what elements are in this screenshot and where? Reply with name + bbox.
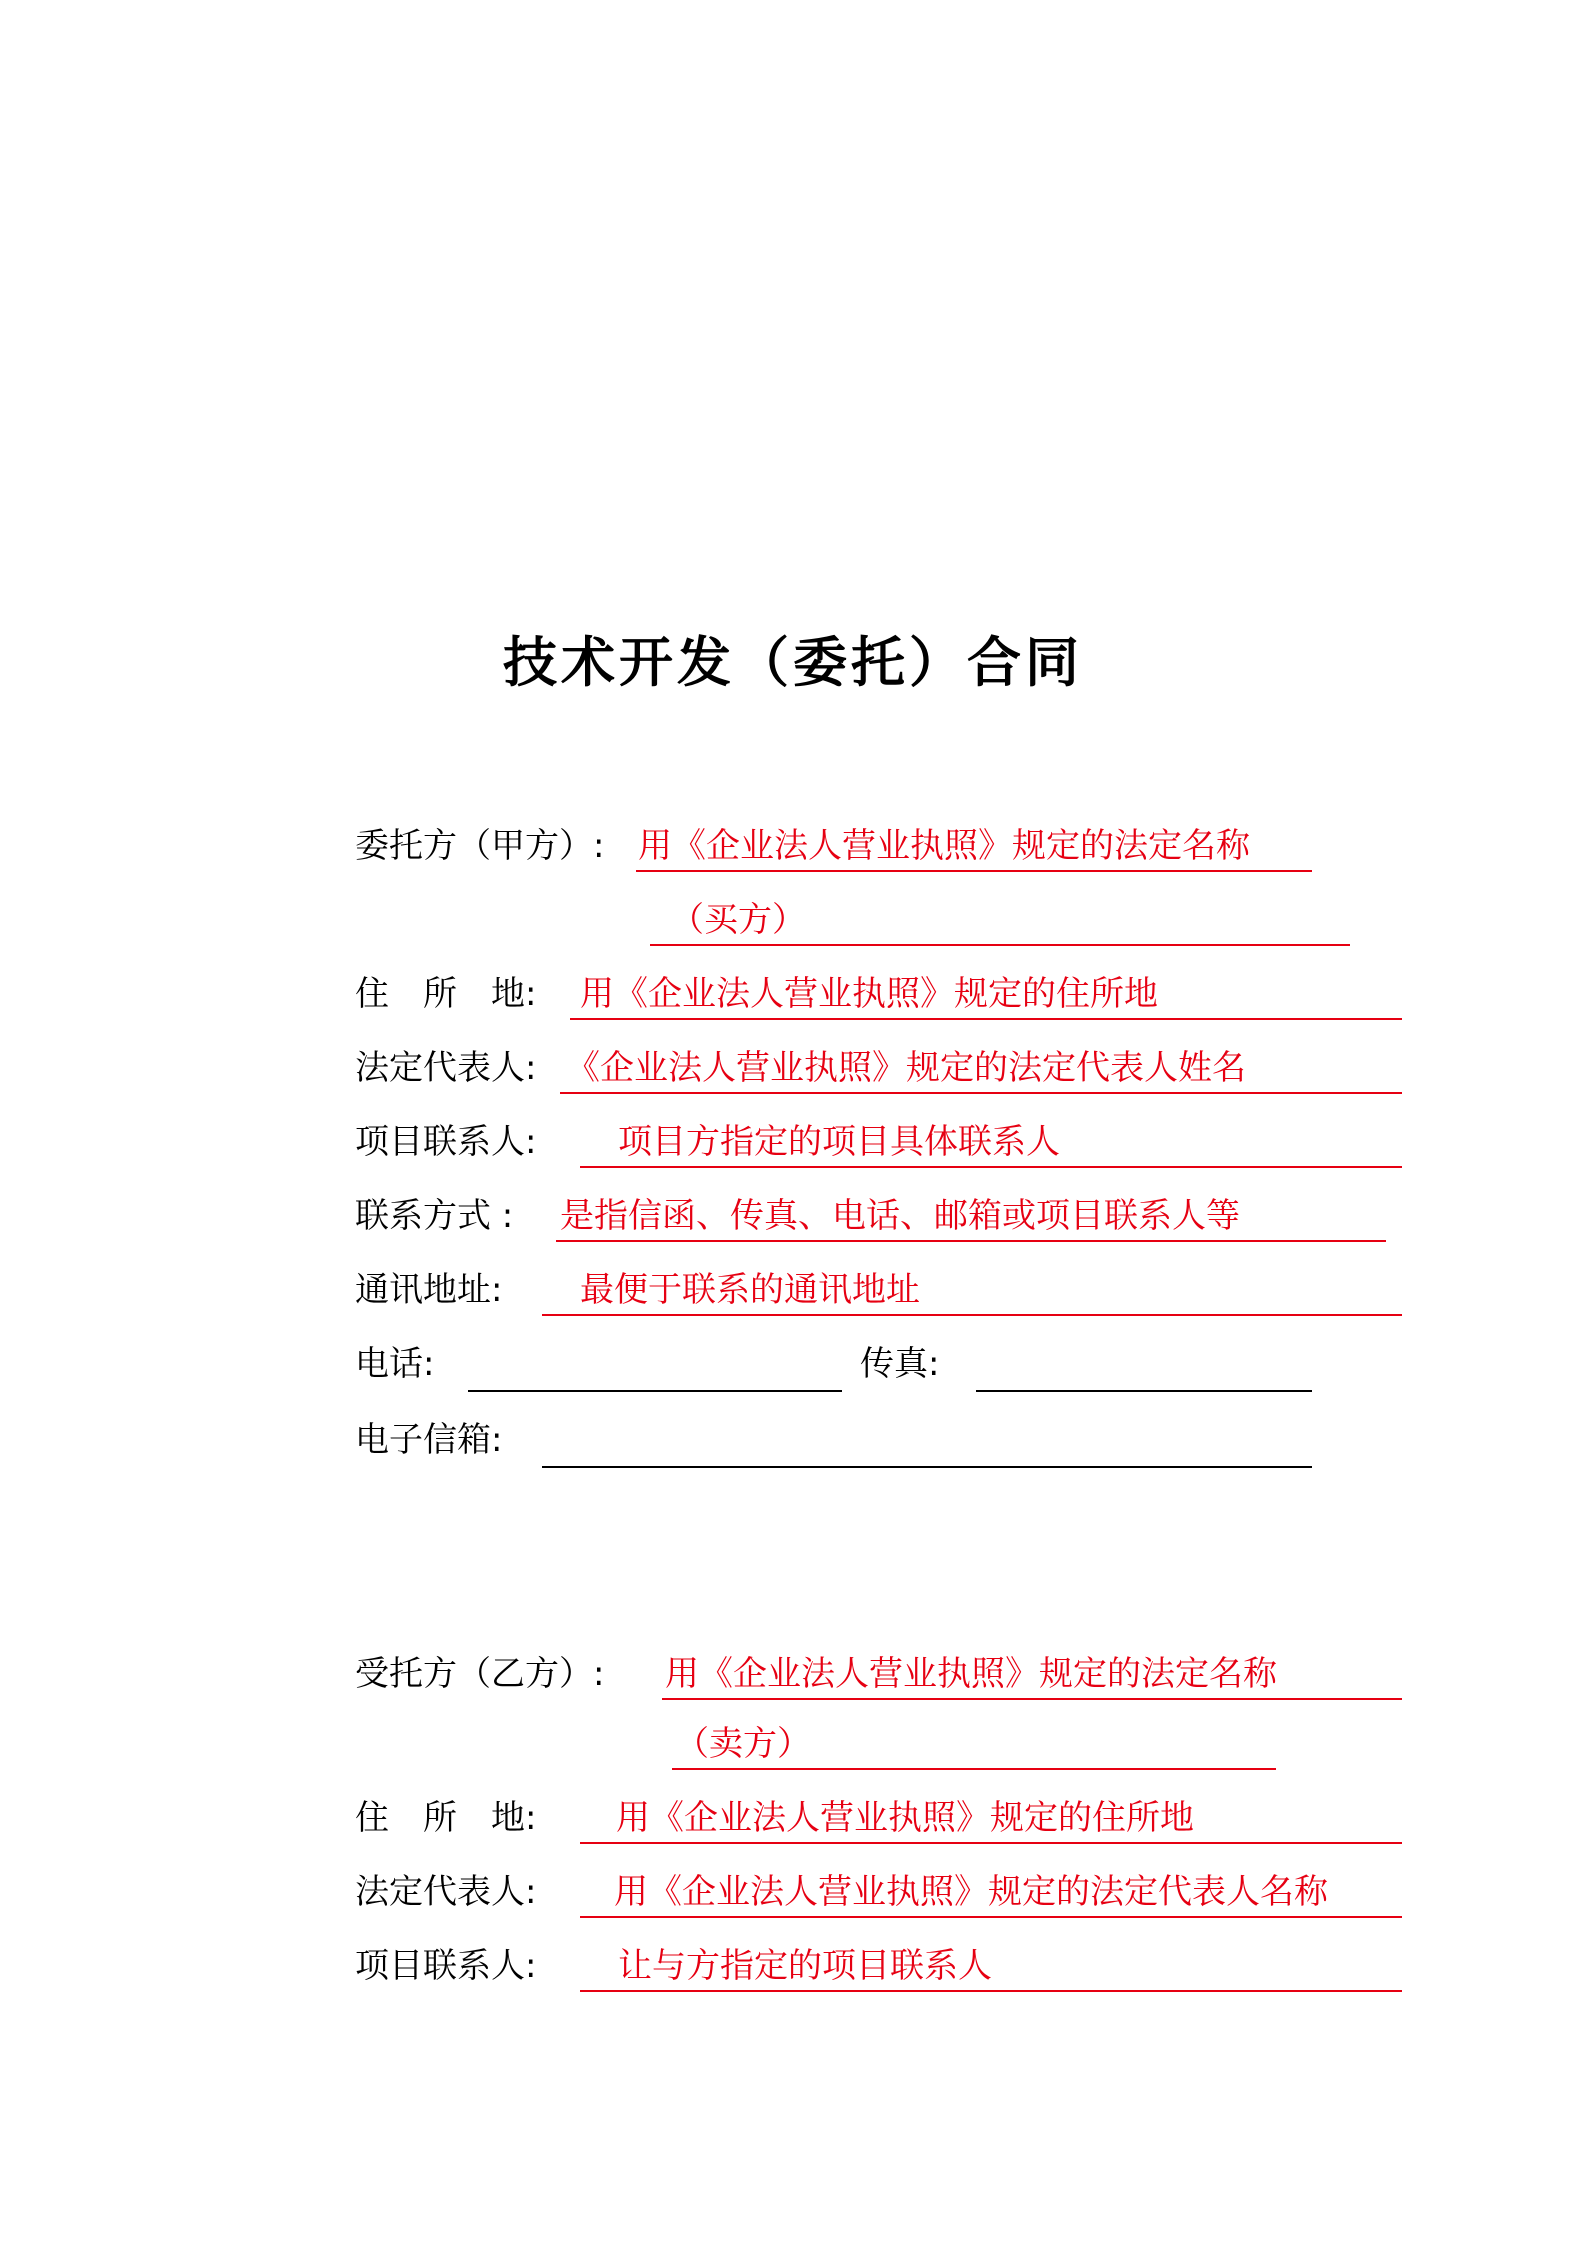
party-b-contact-label: 项目联系人: <box>355 1946 537 1986</box>
party-b-legal-rep: 用《企业法人营业执照》规定的法定代表人名称 <box>614 1872 1328 1912</box>
party-a-name: 用《企业法人营业执照》规定的法定名称 <box>638 826 1250 866</box>
party-b-label: 受托方（乙方）: <box>355 1654 605 1694</box>
party-a-fax-blank[interactable] <box>976 1390 1312 1392</box>
party-b-role-underline <box>672 1768 1276 1770</box>
party-a-fax-label: 传真: <box>860 1344 940 1384</box>
party-b-name: 用《企业法人营业执照》规定的法定名称 <box>665 1654 1277 1694</box>
party-a-legal-rep: 《企业法人营业执照》规定的法定代表人姓名 <box>566 1048 1246 1088</box>
party-a-label: 委托方（甲方）: <box>355 826 605 866</box>
party-b-address-label: 住 所 地: <box>355 1798 537 1838</box>
party-b-role: （卖方） <box>675 1724 811 1764</box>
party-a-contact-underline <box>580 1166 1402 1168</box>
party-a-email-blank[interactable] <box>542 1466 1312 1468</box>
party-a-address: 用《企业法人营业执照》规定的住所地 <box>580 974 1158 1014</box>
party-a-mail-address: 最便于联系的通讯地址 <box>580 1270 920 1310</box>
party-a-role-underline <box>650 944 1350 946</box>
party-a-contact-method-underline <box>556 1240 1386 1242</box>
party-b-address-underline <box>580 1842 1402 1844</box>
party-b-legal-rep-underline <box>580 1916 1402 1918</box>
party-a-legal-rep-label: 法定代表人: <box>355 1048 537 1088</box>
document-title: 技术开发（委托）合同 <box>503 631 1083 694</box>
party-b-name-underline <box>662 1698 1402 1700</box>
party-a-address-label: 住 所 地: <box>355 974 537 1014</box>
party-a-name-underline <box>636 870 1312 872</box>
party-a-contact-label: 项目联系人: <box>355 1122 537 1162</box>
party-a-phone-label: 电话: <box>355 1344 435 1384</box>
party-b-contact: 让与方指定的项目联系人 <box>618 1946 992 1986</box>
party-b-legal-rep-label: 法定代表人: <box>355 1872 537 1912</box>
party-a-role: （买方） <box>670 900 806 940</box>
party-a-contact-method: 是指信函、传真、电话、邮箱或项目联系人等 <box>560 1196 1240 1236</box>
party-a-email-label: 电子信箱: <box>355 1420 503 1460</box>
party-a-legal-rep-underline <box>560 1092 1402 1094</box>
party-a-address-underline <box>570 1018 1402 1020</box>
party-a-contact: 项目方指定的项目具体联系人 <box>618 1122 1060 1162</box>
party-a-mail-address-label: 通讯地址: <box>355 1270 503 1310</box>
party-b-address: 用《企业法人营业执照》规定的住所地 <box>616 1798 1194 1838</box>
party-b-contact-underline <box>580 1990 1402 1992</box>
party-a-mail-address-underline <box>542 1314 1402 1316</box>
party-a-contact-method-label: 联系方式 : <box>355 1196 514 1236</box>
party-a-phone-blank[interactable] <box>468 1390 842 1392</box>
